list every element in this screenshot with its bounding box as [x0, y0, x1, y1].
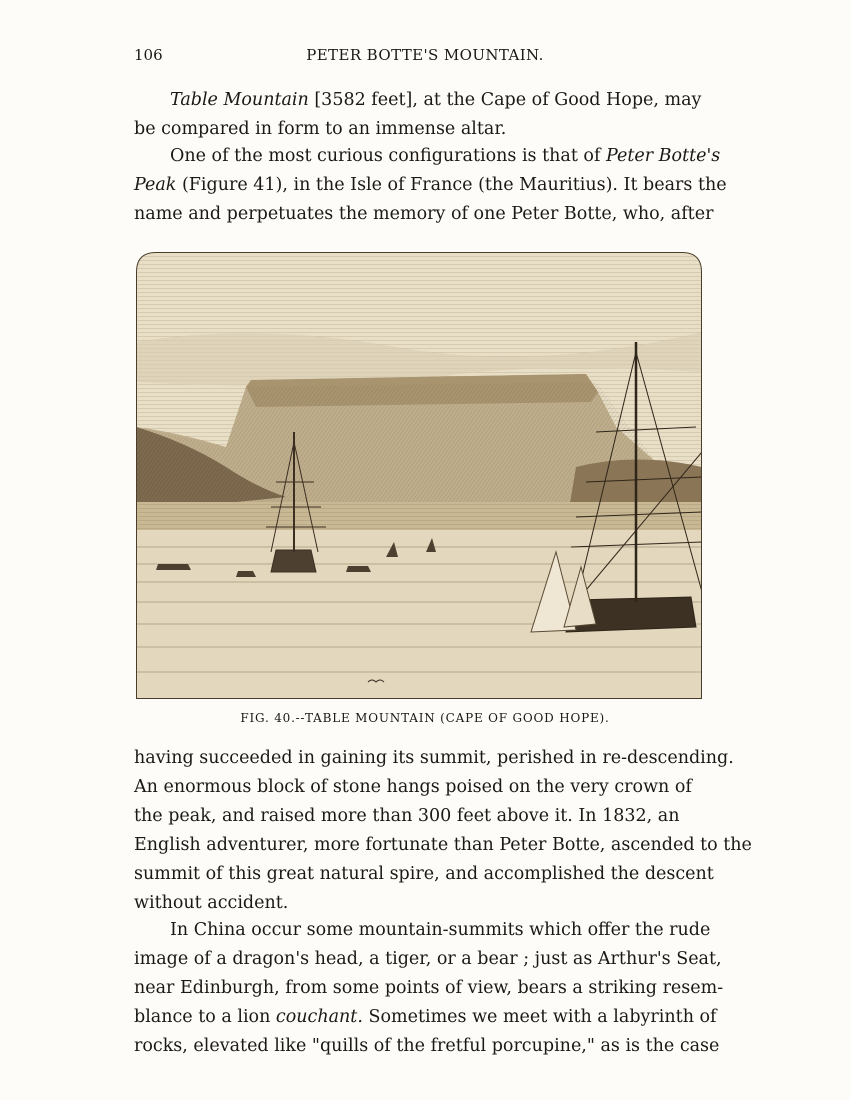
paragraph-peter-botte — [134, 142, 727, 229]
text-line: summit of this great natural spire, and accomplished the descent — [134, 864, 714, 884]
text-line: image of a dragon's head, a tiger, or a bear ; just as Arthur's Seat, — [134, 949, 722, 969]
italic-term: Peak — [134, 175, 177, 195]
text-line: Peak (Figure 41), in the Isle of France (the Mauritius). It bears the — [134, 175, 727, 195]
figure-table-mountain-engraving — [136, 252, 702, 699]
text-line: name and perpetuates the memory of one Peter Botte, who, after — [134, 204, 714, 224]
text-line: near Edinburgh, from some points of view, bears a striking resem- — [134, 978, 724, 998]
italic-term: Table Mountain — [170, 90, 309, 110]
text-line: without accident. — [134, 893, 289, 913]
text-line: be compared in form to an immense altar. — [134, 119, 507, 139]
text-line: In China occur some mountain-summits which offer the rude — [170, 920, 711, 940]
page-number: 106 — [134, 46, 163, 64]
paragraph-table-mountain — [134, 86, 714, 144]
paragraph-summit — [134, 744, 752, 918]
text-line: Table Mountain [3582 feet], at the Cape of Good Hope, may — [170, 90, 702, 110]
text-line: English adventurer, more fortunate than Peter Botte, ascended to the — [134, 835, 752, 855]
italic-term: Peter Botte's — [606, 146, 721, 166]
running-head: PETER BOTTE'S MOUNTAIN. — [306, 46, 544, 64]
text-line: An enormous block of stone hangs poised on the very crown of — [134, 777, 692, 797]
text-line: rocks, elevated like "quills of the fretful porcupine," as is the case — [134, 1036, 720, 1056]
text-line: having succeeded in gaining its summit, perished in re-descending. — [134, 748, 734, 768]
text-line: One of the most curious configurations is that of Peter Botte's — [170, 146, 721, 166]
italic-term: couchant. — [275, 1007, 363, 1027]
figure-caption: FIG. 40.--TABLE MOUNTAIN (CAPE OF GOOD HOPE). — [240, 711, 610, 725]
paragraph-china — [134, 916, 724, 1061]
text-line: the peak, and raised more than 300 feet above it. In 1832, an — [134, 806, 680, 826]
text-line: blance to a lion couchant. Sometimes we meet with a labyrinth of — [134, 1007, 717, 1027]
